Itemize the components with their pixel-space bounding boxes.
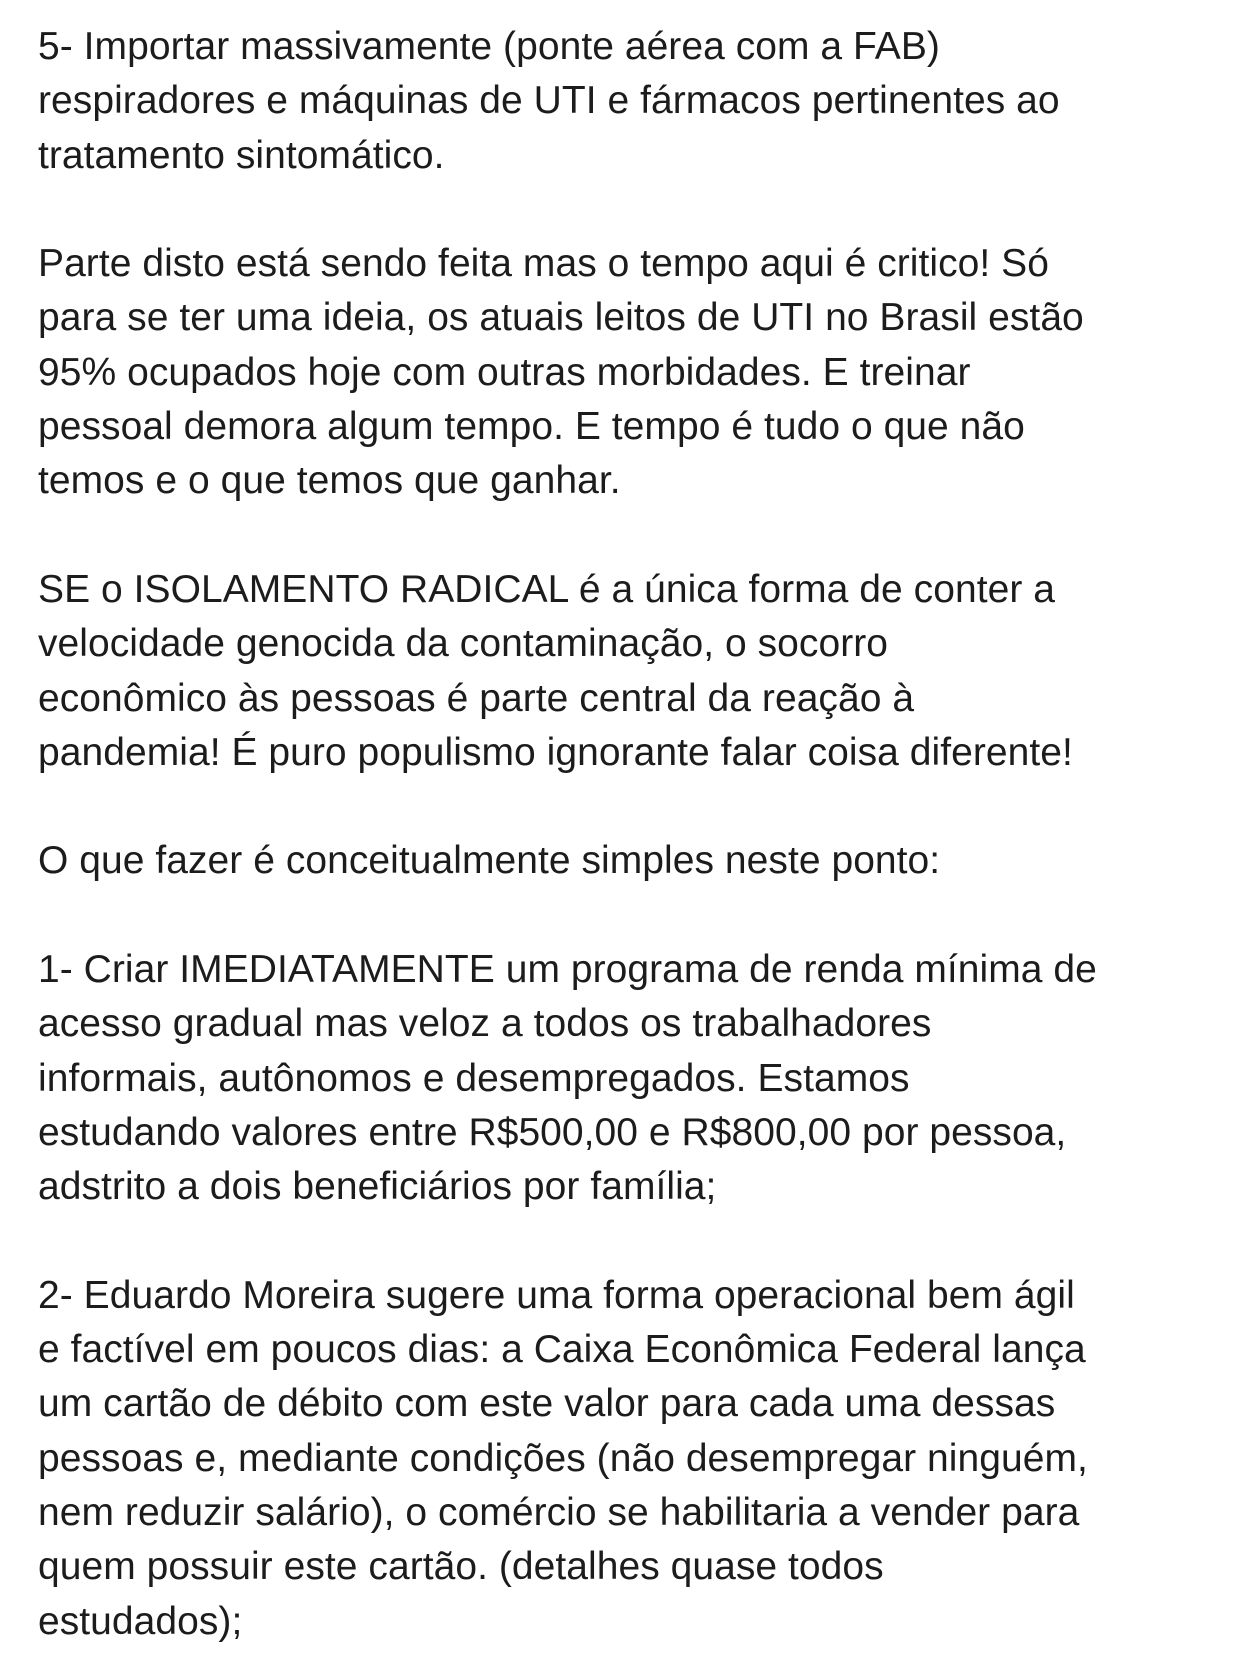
text-line: e factível em poucos dias: a Caixa Econômica Federal lança	[38, 1328, 1086, 1372]
note-text	[38, 20, 1228, 1649]
text-line: O que fazer é conceitualmente simples neste ponto:	[38, 839, 941, 883]
text-line: nem reduzir salário), o comércio se habilitaria a vender para	[38, 1491, 1080, 1535]
text-line: quem possuir este cartão. (detalhes quase todos	[38, 1545, 884, 1589]
paragraph-icu-capacity	[38, 237, 1228, 508]
text-line: informais, autônomos e desempregados. Estamos	[38, 1056, 910, 1100]
text-line: velocidade genocida da contaminação, o socorro	[38, 622, 889, 666]
text-line: estudados);	[38, 1599, 243, 1643]
text-line: Parte disto está sendo feita mas o tempo aqui é critico! Só	[38, 242, 1049, 286]
text-line: estudando valores entre R$500,00 e R$800,00 por pessoa,	[38, 1110, 1067, 1154]
paragraph-item-1	[38, 943, 1228, 1214]
text-line: pessoas e, mediante condições (não desempregar ninguém,	[38, 1436, 1088, 1480]
text-line: adstrito a dois beneficiários por família;	[38, 1165, 717, 1209]
text-line: 95% ocupados hoje com outras morbidades. E treinar	[38, 350, 971, 394]
paragraph-item-2	[38, 1269, 1228, 1649]
text-line: um cartão de débito com este valor para cada uma dessas	[38, 1382, 1056, 1426]
text-line: SE o ISOLAMENTO RADICAL é a única forma de conter a	[38, 567, 1055, 611]
text-line: pessoal demora algum tempo. E tempo é tudo o que não	[38, 405, 1025, 449]
text-line: tratamento sintomático.	[38, 133, 445, 177]
text-line: acesso gradual mas veloz a todos os trabalhadores	[38, 1002, 932, 1046]
text-line: econômico às pessoas é parte central da reação à	[38, 676, 915, 720]
text-line: temos e o que temos que ganhar.	[38, 459, 621, 503]
text-line: 5- Importar massivamente (ponte aérea com a FAB)	[38, 25, 940, 68]
text-line: respiradores e máquinas de UTI e fármacos pertinentes ao	[38, 79, 1060, 123]
paragraph-what-to-do	[38, 834, 1228, 888]
text-line: 2- Eduardo Moreira sugere uma forma operacional bem ágil	[38, 1273, 1075, 1317]
text-line: 1- Criar IMEDIATAMENTE um programa de renda mínima de	[38, 948, 1097, 992]
text-line: para se ter uma ideia, os atuais leitos de UTI no Brasil estão	[38, 296, 1084, 340]
paragraph-isolation	[38, 563, 1228, 780]
text-line: pandemia! É puro populismo ignorante falar coisa diferente!	[38, 730, 1073, 774]
paragraph-item-5	[38, 20, 1228, 183]
